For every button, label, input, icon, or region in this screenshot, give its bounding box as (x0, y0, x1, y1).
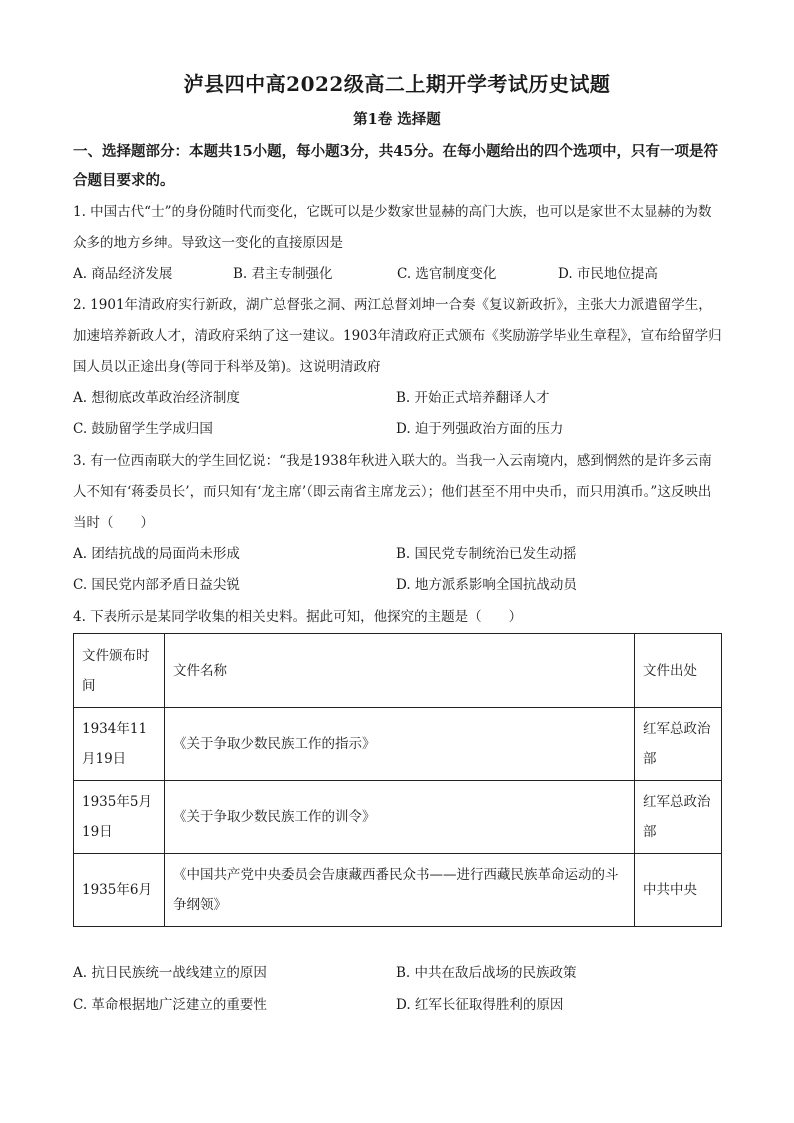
question-3-stem: 3. 有一位西南联大的学生回忆说：“我是1938年秋进入联大的。当我一入云南境内，感到惘然的是许多云南人不知有‘蒋委员长’，而只知有‘龙主席’（即云南省主席龙云）；他们甚至不用中央币，而只用滇币。”这反映出当时（ ） (73, 453, 712, 531)
table-cell-date: 1935年5月19日 (74, 781, 165, 854)
table-cell-source: 红军总政治部 (635, 781, 722, 854)
q2-option-d[interactable]: D. 迫于列强政治方面的压力 (396, 421, 564, 437)
q3-option-b[interactable]: B. 国民党专制统治已发生动摇 (396, 546, 577, 562)
q3-option-c[interactable]: C. 国民党内部矛盾日益尖锐 (73, 577, 240, 593)
table-cell-source: 中共中央 (635, 854, 722, 927)
header-cell-date: 文件颁布时间 (74, 634, 165, 708)
header-cell-name: 文件名称 (165, 634, 635, 708)
q4-option-c[interactable]: C. 革命根据地广泛建立的重要性 (73, 997, 267, 1013)
header-cell-source: 文件出处 (635, 634, 722, 708)
q4-option-b[interactable]: B. 中共在敌后战场的民族政策 (396, 965, 577, 981)
table-row (74, 854, 722, 927)
table-cell-date: 1934年11月19日 (74, 708, 165, 781)
table-cell-source: 红军总政治部 (635, 708, 722, 781)
table-cell-name: 《关于争取少数民族工作的训令》 (165, 781, 635, 854)
table-row (74, 781, 722, 854)
table-cell-name: 《关于争取少数民族工作的指示》 (165, 708, 635, 781)
q3-option-a[interactable]: A. 团结抗战的局面尚未形成 (73, 546, 240, 562)
question-2-stem: 2. 1901年清政府实行新政，湖广总督张之洞、两江总督刘坤一合奏《复议新政折》，主张大力派遣留学生，加速培养新政人才，清政府采纳了这一建议。1903年清政府正式颁布《奖励游学毕业生章程》，宣布给留学归国人员以正途出身(等同于科举及第)。这说明清政府 (73, 297, 722, 375)
table-row (74, 708, 722, 781)
section-heading: 一、选择题部分：本题共15小题，每小题3分，共45分。在每小题给出的四个选项中，只有一项是符合题目要求的。 (73, 143, 718, 189)
q1-option-a[interactable]: A. 商品经济发展 (73, 266, 173, 282)
source-table (73, 633, 722, 927)
q2-option-a[interactable]: A. 想彻底改革政治经济制度 (73, 390, 240, 406)
table-header-row (74, 634, 722, 708)
table-cell-name: 《中国共产党中央委员会告康藏西番民众书——进行西藏民族革命运动的斗争纲领》 (165, 854, 635, 927)
q1-option-c[interactable]: C. 选官制度变化 (397, 266, 497, 282)
q4-option-a[interactable]: A. 抗日民族统一战线建立的原因 (73, 965, 267, 981)
question-1-stem: 1. 中国古代“士”的身份随时代而变化，它既可以是少数家世显赫的高门大族，也可以是家世不太显赫的为数众多的地方乡绅。导致这一变化的直接原因是 (73, 204, 712, 251)
exam-title: 泸县四中高2022级高二上期开学考试历史试题 (183, 72, 611, 96)
q2-option-b[interactable]: B. 开始正式培养翻译人才 (396, 390, 550, 406)
volume-subtitle: 第1卷 选择题 (353, 111, 441, 128)
question-1-options (73, 259, 723, 290)
q2-option-c[interactable]: C. 鼓励留学生学成归国 (73, 421, 213, 437)
table-cell-date: 1935年6月 (74, 854, 165, 927)
q1-option-b[interactable]: B. 君主专制强化 (233, 266, 333, 282)
q4-option-d[interactable]: D. 红军长征取得胜利的原因 (396, 997, 564, 1013)
question-4-stem: 4. 下表所示是某同学收集的相关史料。据此可知，他探究的主题是（ ） (73, 609, 523, 625)
q1-option-d[interactable]: D. 市民地位提高 (558, 266, 658, 282)
q3-option-d[interactable]: D. 地方派系影响全国抗战动员 (396, 577, 577, 593)
